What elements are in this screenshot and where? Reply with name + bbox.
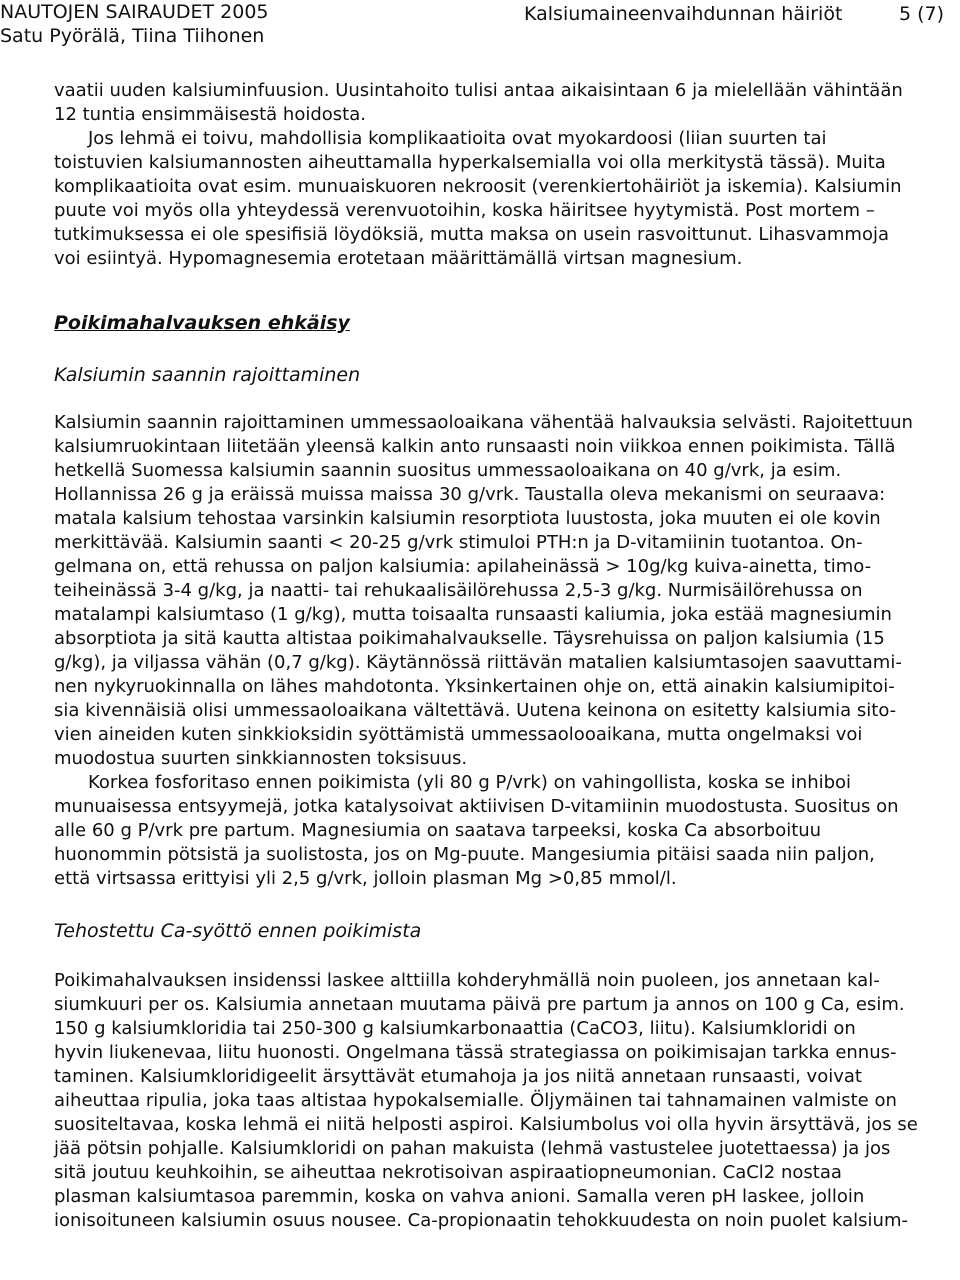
text-line: matalampi kalsiumtaso (1 g/kg), mutta toisaalta runsaasti kaliumia, joka estää magnesiumin [54,604,892,625]
text-line: hetkellä Suomessa kalsiumin saannin suositus ummessaoloaikana on 40 g/vrk, ja esim. [54,460,842,481]
text-line: sitä joutuu keuhkoihin, se aiheuttaa nekrotisoivan aspiraatiopneumonian. CaCl2 nostaa [54,1162,842,1183]
text-line: komplikaatioita ovat esim. munuaiskuoren nekroosit (verenkiertohäiriöt ja iskemia). Kalsiumin [54,176,902,197]
text-line: merkittävää. Kalsiumin saanti < 20-25 g/vrk stimuloi PTH:n ja D-vitamiinin tuotantoa. On- [54,532,863,553]
text-line: matala kalsium tehostaa varsinkin kalsiumin resorptiota luustosta, joka muuten ei ole kovin [54,508,881,529]
text-line: 150 g kalsiumkloridia tai 250-300 g kalsiumkarbonaattia (CaCO3, liitu). Kalsiumkloridi on [54,1018,856,1039]
text-line: muodostua suurten sinkkiannosten toksisuus. [54,748,468,769]
text-line: että virtsassa erittyisi yli 2,5 g/vrk, jolloin plasman Mg >0,85 mmol/l. [54,868,677,889]
subsection-heading: Tehostettu Ca-syöttö ennen poikimista [54,920,422,942]
text-line: Jos lehmä ei toivu, mahdollisia komplikaatioita ovat myokardoosi (liian suurten tai [88,128,827,149]
text-line: sia kivennäisiä olisi ummessaoloaikana vältettävä. Uutena keinona on esitetty kalsiumia sito- [54,700,897,721]
text-line: munuaisessa entsyymejä, jotka katalysoivat aktiivisen D-vitamiinin muodostusta. Suositus on [54,796,899,817]
text-line: Korkea fosforitaso ennen poikimista (yli 80 g P/vrk) on vahingollista, koska se inhiboi [88,772,852,793]
text-line: alle 60 g P/vrk pre partum. Magnesiumia on saatava tarpeeksi, koska Ca absorboituu [54,820,822,841]
text-line: huonommin pötsistä ja suolistosta, jos on Mg-puute. Mangesiumia pitäisi saada niin paljon, [54,844,875,865]
document-authors: Satu Pyörälä, Tiina Tiihonen [0,25,265,47]
section-heading: Poikimahalvauksen ehkäisy [54,312,350,334]
text-line: plasman kalsiumtasoa paremmin, koska on vahva anioni. Samalla veren pH laskee, jolloin [54,1186,865,1207]
text-line: tutkimuksessa ei ole spesifisiä löydöksiä, mutta maksa on usein rasvoittunut. Lihasvammoja [54,224,890,245]
text-line: teiheinässä 3-4 g/kg, ja naatti- tai rehukaalisäilörehussa 2,5-3 g/kg. Nurmisäilörehussa on [54,580,863,601]
page-number: 5 (7) [898,3,944,25]
subsection-heading: Kalsiumin saannin rajoittaminen [54,364,361,386]
text-line: voi esiintyä. Hypomagnesemia erotetaan määrittämällä virtsan magnesium. [54,248,743,269]
text-line: puute voi myös olla yhteydessä verenvuotoihin, koska häiritsee hyytymistä. Post mortem – [54,200,875,221]
chapter-title: Kalsiumaineenvaihdunnan häiriöt [524,3,843,25]
text-line: siumkuuri per os. Kalsiumia annetaan muutama päivä pre partum ja annos on 100 g Ca, esim. [54,994,905,1015]
document-title: NAUTOJEN SAIRAUDET 2005 [0,1,269,23]
text-line: Hollannissa 26 g ja eräissä muissa maissa 30 g/vrk. Taustalla oleva mekanismi on seuraava: [54,484,886,505]
text-line: jää pötsin pohjalle. Kalsiumkloridi on pahan makuista (lehmä vastustelee juotettaessa) ja jos [54,1138,891,1159]
text-line: kalsiumruokintaan liitetään yleensä kalkin anto runsaasti noin viikkoa ennen poikimista. Tällä [54,436,896,457]
text-line: taminen. Kalsiumkloridigeelit ärsyttävät etumahoja ja jos niitä annetaan runsaasti, voivat [54,1066,862,1087]
text-line: vaatii uuden kalsiuminfuusion. Uusintahoito tulisi antaa aikaisintaan 6 ja mielellään vähintään [54,80,903,101]
text-line: g/kg), ja viljassa vähän (0,7 g/kg). Käytännössä riittävän matalien kalsiumtasojen saavuttami- [54,652,902,673]
text-line: Kalsiumin saannin rajoittaminen ummessaoloaikana vähentää halvauksia selvästi. Rajoitettuun [54,412,913,433]
text-line: toistuvien kalsiumannosten aiheuttamalla hyperkalsemialla voi olla merkitystä tässä). Muita [54,152,886,173]
text-line: gelmana on, että rehussa on paljon kalsiumia: apilaheinässä > 10g/kg kuiva-ainetta, timo- [54,556,872,577]
text-line: suositeltavaa, koska lehmä ei niitä helposti aspiroi. Kalsiumbolus voi olla hyvin ärsyttävä, jos se [54,1114,918,1135]
text-line: ionisoituneen kalsiumin osuus nousee. Ca-propionaatin tehokkuudesta on noin puolet kalsium- [54,1210,908,1231]
text-line: aiheuttaa ripulia, joka taas altistaa hypokalsemialle. Öljymäinen tai tahnamainen valmiste on [54,1090,897,1111]
text-line: vien aineiden kuten sinkkioksidin syöttämistä ummessaolooaikana, mutta ongelmaksi voi [54,724,863,745]
text-line: nen nykyruokinnalla on lähes mahdotonta. Yksinkertainen ohje on, että ainakin kalsiumipitoi- [54,676,895,697]
text-line: absorptiota ja sitä kautta altistaa poikimahalvaukselle. Täysrehuissa on paljon kalsiumia (15 [54,628,885,649]
text-line: Poikimahalvauksen insidenssi laskee alttiilla kohderyhmällä noin puoleen, jos annetaan kal- [54,970,880,991]
text-line: hyvin liukenevaa, liitu huonosti. Ongelmana tässä strategiassa on poikimisajan tarkka ennus- [54,1042,897,1063]
text-line: 12 tuntia ensimmäisestä hoidosta. [54,104,366,125]
